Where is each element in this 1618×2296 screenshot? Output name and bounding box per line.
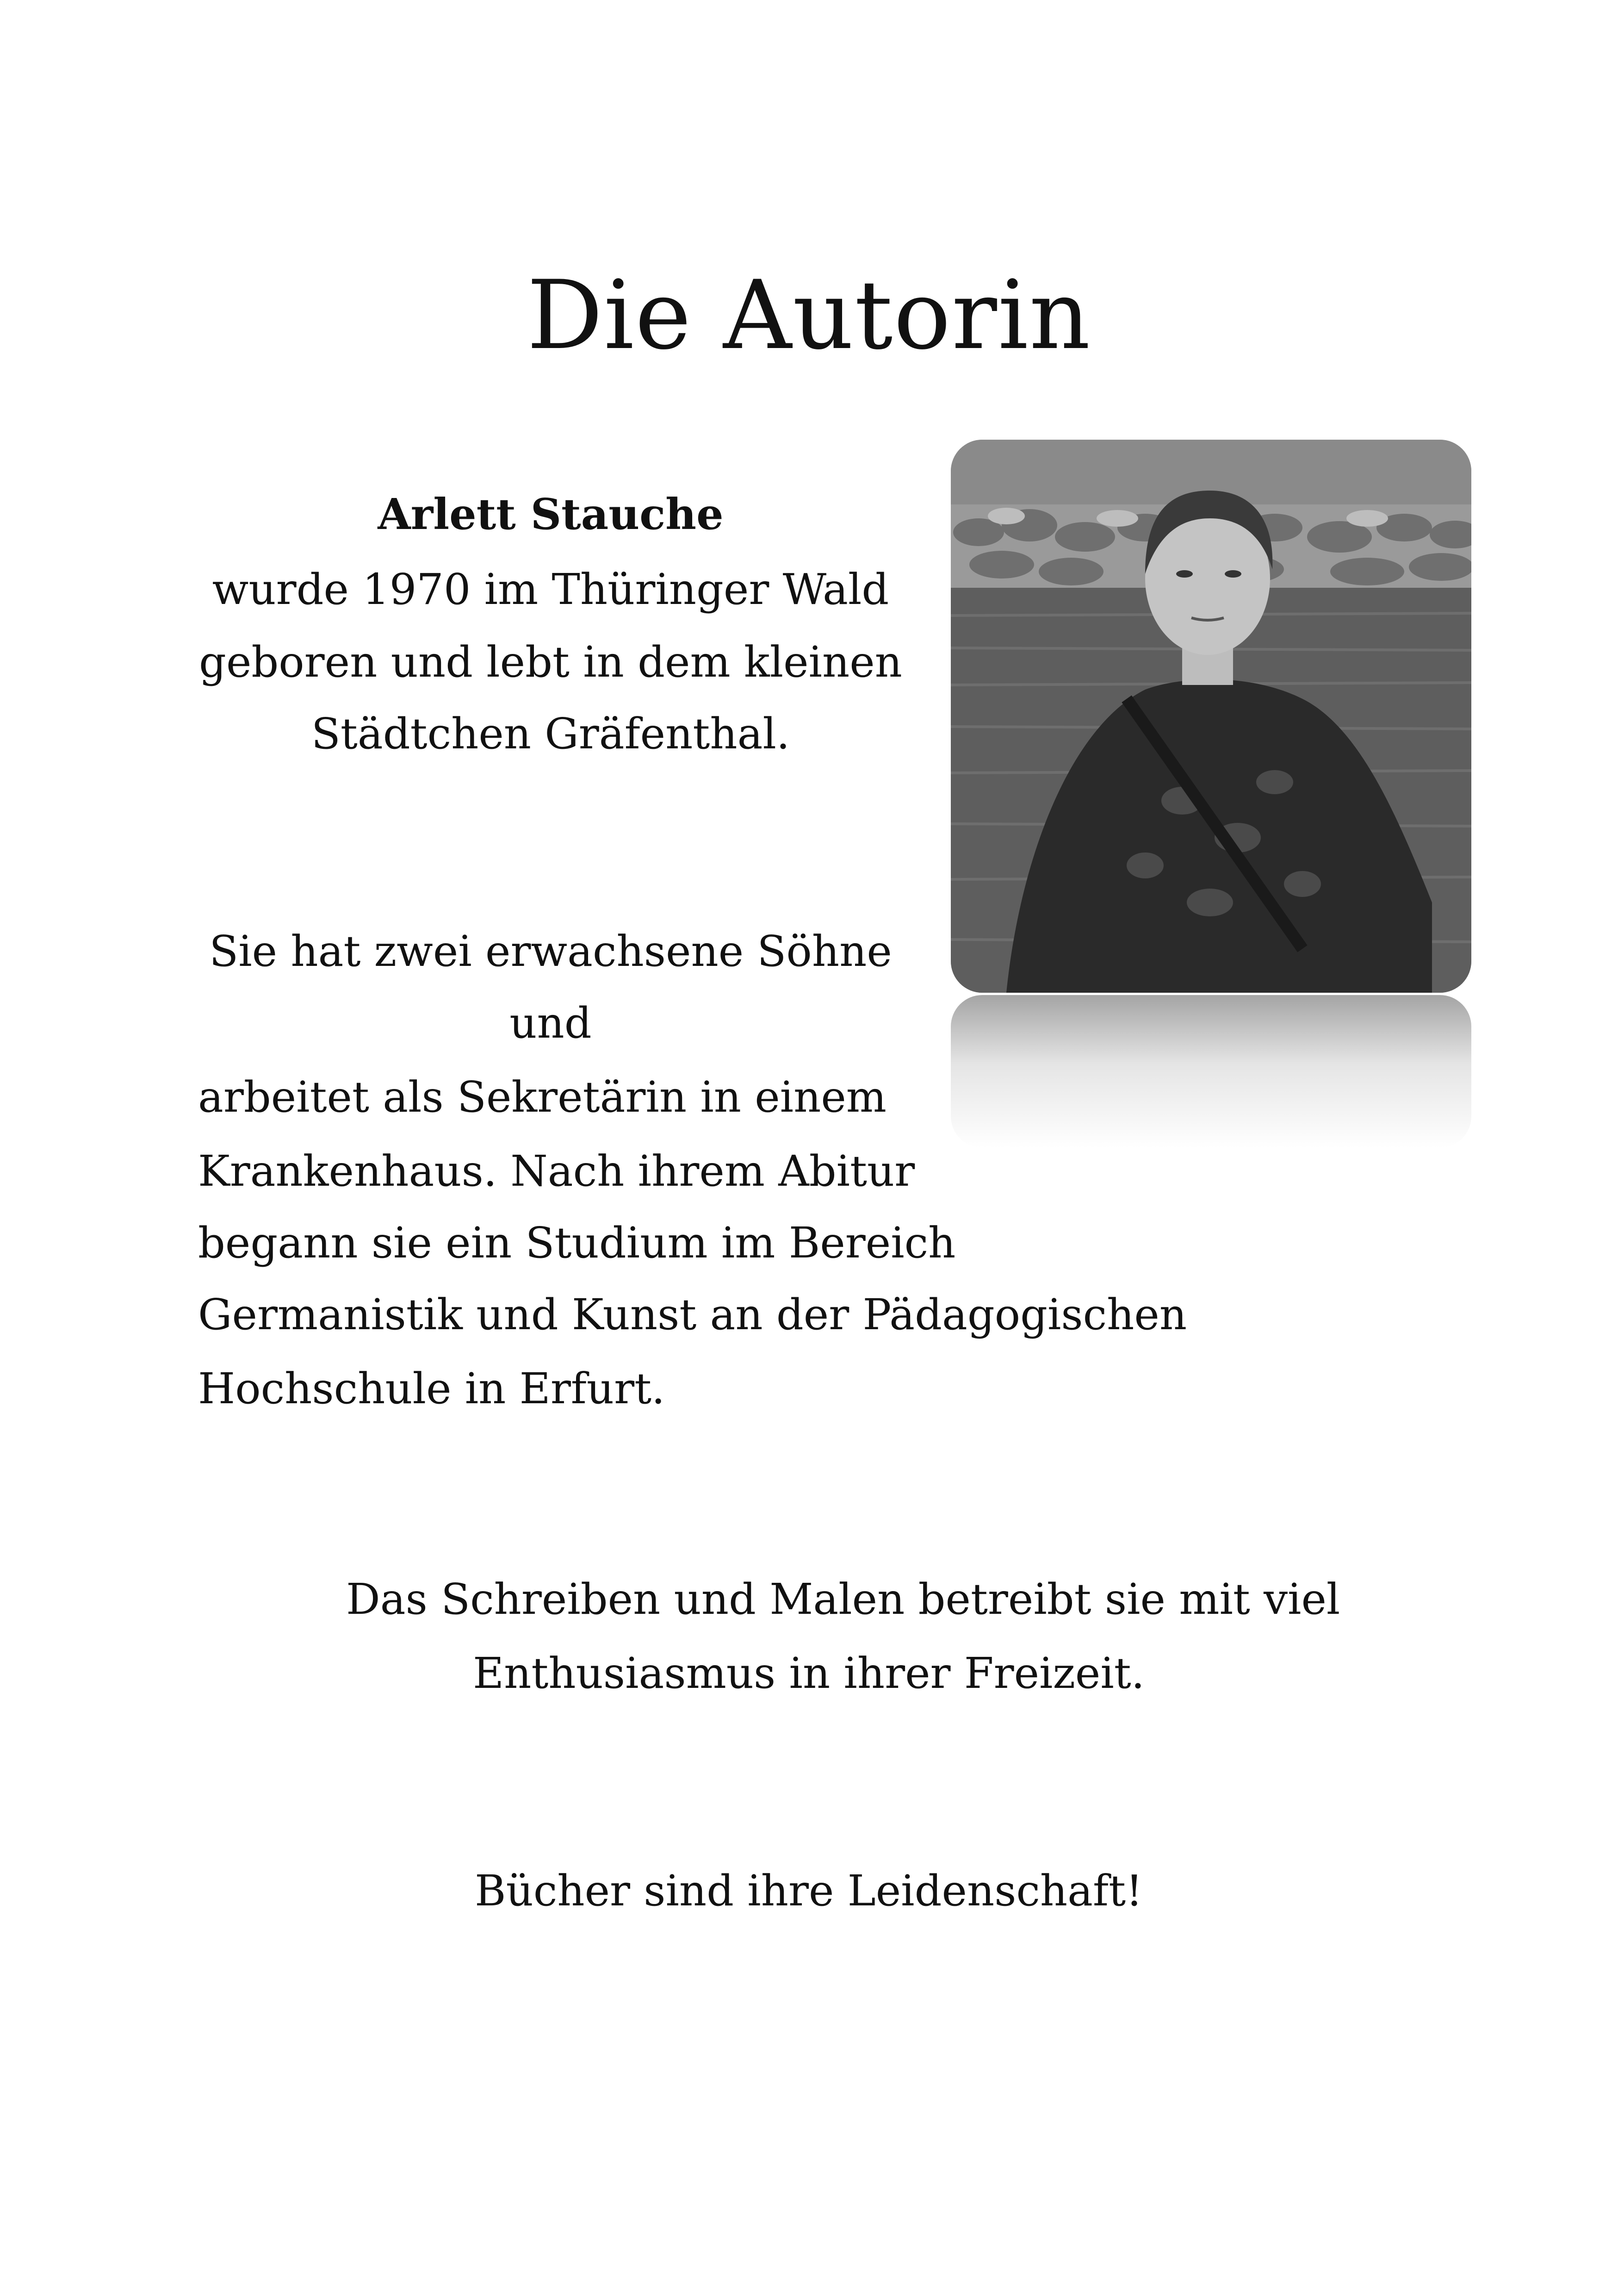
career-line-4: Germanistik und Kunst an der Pädagogischen [198, 1290, 1187, 1339]
closing-line: Bücher sind ihre Leidenschaft! [474, 1866, 1143, 1916]
intro-line-3: Städtchen Gräfenthal. [311, 709, 790, 759]
intro-line-2: geboren und lebt in dem kleinen [199, 637, 902, 687]
career-line-2: Krankenhaus. Nach ihrem Abitur [198, 1146, 915, 1196]
author-photo-reflection [951, 995, 1471, 1148]
page-title: Die Autorin [527, 261, 1091, 371]
hobby-line-1: Das Schreiben und Malen betreibt sie mit viel [346, 1574, 1340, 1624]
author-name: Arlett Stauche [378, 489, 724, 539]
career-line-3: begann sie ein Studium im Bereich [198, 1218, 956, 1268]
family-line-2: und [509, 998, 592, 1048]
intro-line-1: wurde 1970 im Thüringer Wald [212, 565, 889, 614]
author-photo [951, 440, 1471, 993]
photo-illustration [951, 440, 1471, 993]
author-photo-image [951, 440, 1471, 993]
career-line-1: arbeitet als Sekretärin in einem [198, 1072, 887, 1122]
family-line-1: Sie hat zwei erwachsene Söhne [209, 927, 892, 976]
career-line-5: Hochschule in Erfurt. [198, 1364, 665, 1413]
hobby-line-2: Enthusiasmus in ihrer Freizeit. [472, 1649, 1145, 1698]
